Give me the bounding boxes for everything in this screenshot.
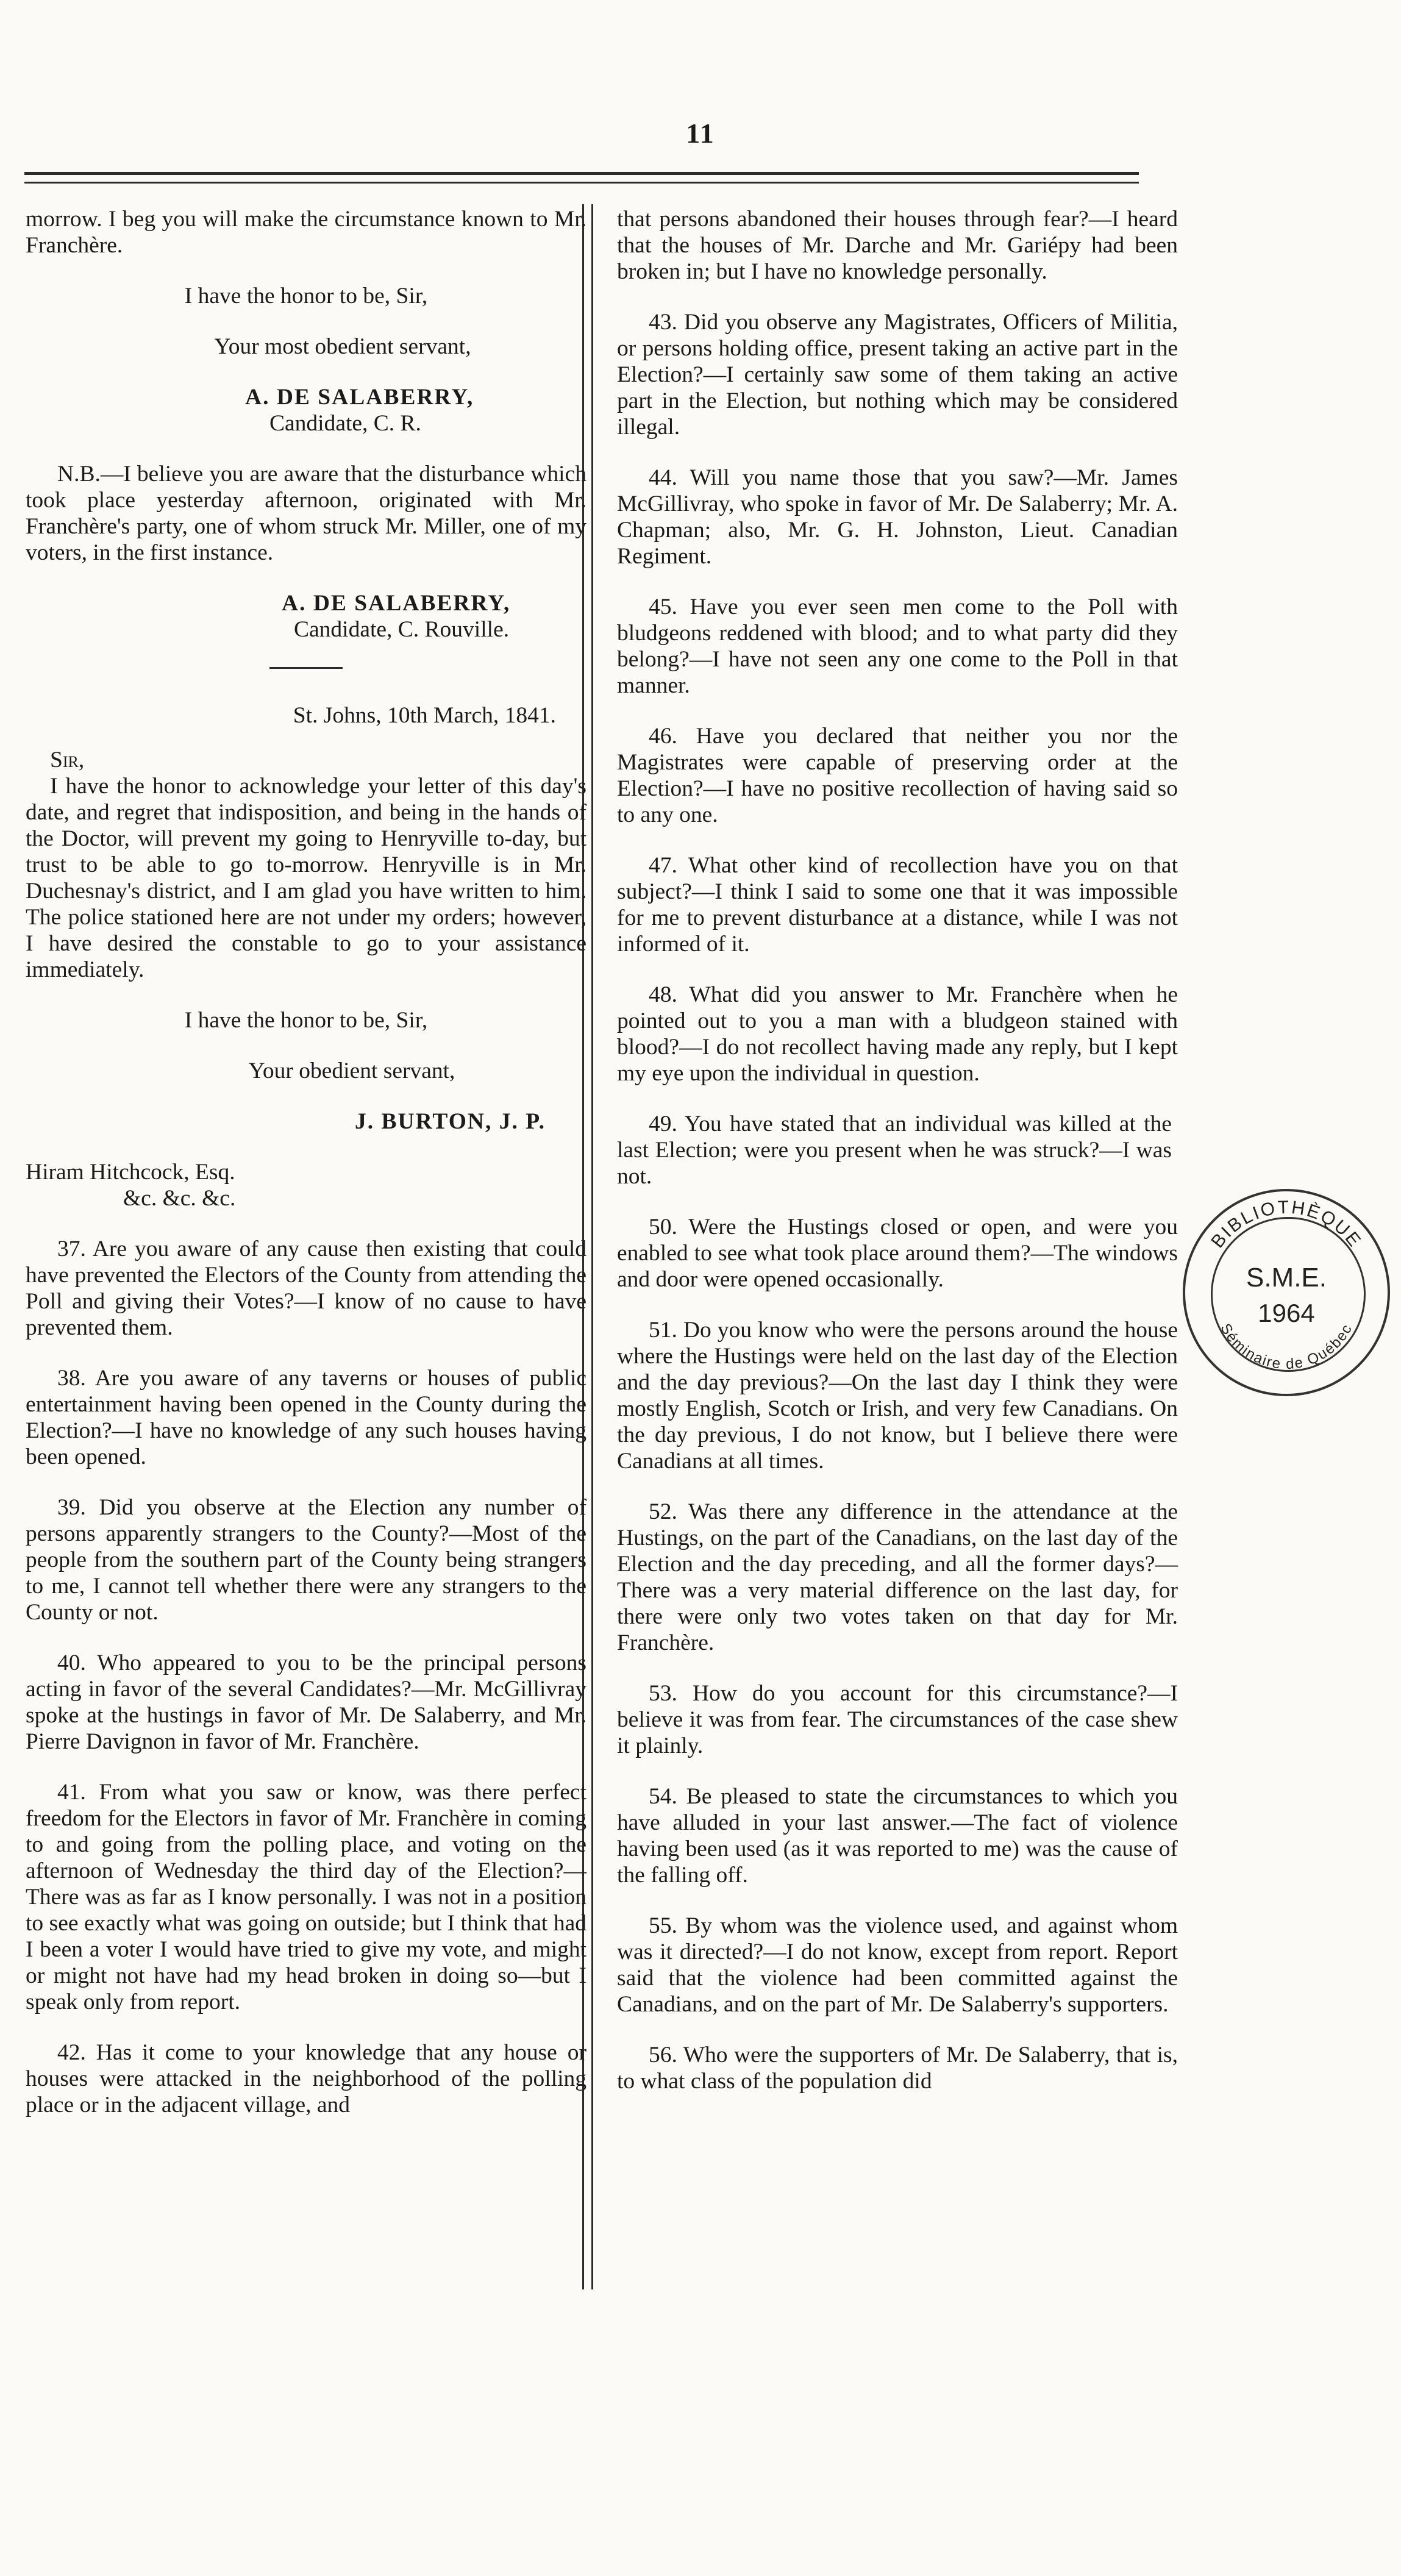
nota-bene: N.B.—I believe you are aware that the disturbance which took place yesterday afternoon, originated with Mr. Franchère's party, one of whom struck Mr. Miller, one of my voters, in the first instance. bbox=[26, 462, 586, 565]
question-46: 46. Have you declared that neither you nor the Magistrates were capable of preserving order at the Election?—I have no positive recollection of having said so to any one. bbox=[617, 724, 1178, 827]
library-stamp bbox=[1183, 1189, 1390, 1396]
continued-text: morrow. I beg you will make the circumstance known to Mr. Franchère. bbox=[26, 207, 586, 258]
stamp-bottom-text: Séminaire de Québec bbox=[1217, 1321, 1356, 1373]
question-38: 38. Are you aware of any taverns or houses of public entertainment having been opened in the County during the Election?—I have no knowledge of any such houses having been opened. bbox=[26, 1366, 586, 1469]
question-39: 39. Did you observe at the Election any number of persons apparently strangers to the County?—Most of the people from the southern part of the County being strangers to me, I cannot tell whether there were any strangers to the County or not. bbox=[26, 1495, 586, 1625]
stamp-graphic bbox=[1183, 1189, 1390, 1396]
addressee-etc: &c. &c. &c. bbox=[123, 1186, 236, 1211]
separator-rule bbox=[269, 667, 343, 669]
closing-line: I have the honor to be, Sir, bbox=[184, 1008, 428, 1033]
question-54: 54. Be pleased to state the circumstances to which you have alluded in your last answer.—The fact of violence having been used (as it was reported to me) was the cause of the falling off. bbox=[617, 1784, 1178, 1888]
signature-name: A. DE SALABERRY, bbox=[245, 385, 474, 410]
question-40: 40. Who appeared to you to be the principal persons acting in favor of the several Candidates?—Mr. McGillivray spoke at the hustings in favor of Mr. De Salaberry, and Mr. Pierre Davignon in favor of Mr. Franchère. bbox=[26, 1650, 586, 1754]
signature-role: Candidate, C. R. bbox=[269, 411, 421, 436]
svg-text:Séminaire de Québec bbox=[1217, 1321, 1356, 1372]
question-45: 45. Have you ever seen men come to the Poll with bludgeons reddened with blood; and to what party did they belong?—I have not seen any one come to the Poll in that manner. bbox=[617, 594, 1178, 698]
letter-date: St. Johns, 10th March, 1841. bbox=[293, 703, 556, 728]
salutation: Sir, bbox=[50, 747, 85, 772]
question-47: 47. What other kind of recollection have you on that subject?—I think I said to some one that it was impossible for me to prevent disturbance at a distance, while I was not informed of it. bbox=[617, 853, 1178, 957]
signature-block bbox=[26, 1108, 586, 1135]
signature-role: Candidate, C. Rouville. bbox=[294, 617, 510, 642]
closing-line: I have the honor to be, Sir, bbox=[184, 284, 428, 309]
signature-name: J. BURTON, J. P. bbox=[355, 1109, 546, 1134]
left-column bbox=[26, 206, 586, 2143]
question-48: 48. What did you answer to Mr. Franchère when he pointed out to you a man with a bludgeon stained with blood?—I do not recollect having made any reply, but I kept my eye upon the individual in question. bbox=[617, 982, 1178, 1086]
question-42: 42. Has it come to your knowledge that any house or houses were attacked in the neighborhood of the polling place or in the adjacent village, and bbox=[26, 2040, 586, 2118]
stamp-center-line2: 1964 bbox=[1258, 1299, 1315, 1327]
svg-text:BIBLIOTHÈQUE bbox=[1207, 1197, 1365, 1252]
closing-line: Your most obedient servant, bbox=[214, 334, 471, 359]
signature-block bbox=[26, 590, 586, 643]
addressee bbox=[26, 1159, 586, 1211]
right-column bbox=[617, 206, 1178, 2119]
closing-line: Your obedient servant, bbox=[248, 1058, 455, 1083]
question-56: 56. Who were the supporters of Mr. De Salaberry, that is, to what class of the population did bbox=[617, 2043, 1178, 2094]
stamp-center-line1: S.M.E. bbox=[1246, 1263, 1327, 1293]
header-rule bbox=[24, 172, 1139, 175]
letter-body: I have the honor to acknowledge your letter of this day's date, and regret that indisposition, and being in the hands of the Doctor, will prevent my going to Henryville to-day, but trust to be able to go to-morrow. Henryville is in Mr. Duchesnay's district, and I am glad you have written to him. The police stationed here are not under my orders; however, I have desired the constable to go to your assistance immediately. bbox=[26, 774, 586, 982]
stamp-top-text: BIBLIOTHÈQUE bbox=[1207, 1197, 1366, 1252]
header-rule-thin bbox=[24, 182, 1139, 184]
signature-name: A. DE SALABERRY, bbox=[282, 591, 511, 616]
question-50: 50. Were the Hustings closed or open, and were you enabled to see what took place around them?—The windows and door were opened occasionally. bbox=[617, 1215, 1178, 1292]
question-41: 41. From what you saw or know, was there perfect freedom for the Electors in favor of Mr. Franchère in coming to and going from the polling place, and voting on the afternoon of Wednesday the third day of the Election?—There was as far as I know personally. I was not in a position to see exactly what was going on outside; but I think that had I been a voter I would have tried to give my vote, and might or might not have had my head broken in doing so—but I speak only from report. bbox=[26, 1780, 586, 2014]
signature-block bbox=[26, 384, 586, 437]
continued-text: that persons abandoned their houses through fear?—I heard that the houses of Mr. Darche and Mr. Gariépy had been broken in; but I have no knowledge personally. bbox=[617, 207, 1178, 284]
question-51: 51. Do you know who were the persons around the house where the Hustings were held on the last day of the Election and the day previous?—On the last day I think they were mostly English, Scotch or Irish, and very few Canadians. On the day previous, I do not know, but I believe there were Canadians at all times. bbox=[617, 1318, 1178, 1474]
question-53: 53. How do you account for this circumstance?—I believe it was from fear. The circumstances of the case shew it plainly. bbox=[617, 1681, 1178, 1758]
question-49: 49. You have stated that an individual was killed at the last Election; were you present when he was struck?—I was not. bbox=[617, 1111, 1172, 1189]
question-55: 55. By whom was the violence used, and against whom was it directed?—I do not know, except from report. Report said that the violence had been committed against the Canadians, and on the part of Mr. De Salaberry's supporters. bbox=[617, 1913, 1178, 2017]
page-number: 11 bbox=[686, 118, 715, 149]
question-43: 43. Did you observe any Magistrates, Officers of Militia, or persons holding office, present taking an active part in the Election?—I certainly saw some of them taking an active part in the Election, but nothing which may be considered illegal. bbox=[617, 310, 1178, 440]
question-44: 44. Will you name those that you saw?—Mr. James McGillivray, who spoke in favor of Mr. De Salaberry; Mr. A. Chapman; also, Mr. G. H. Johnston, Lieut. Canadian Regiment. bbox=[617, 465, 1178, 569]
addressee-name: Hiram Hitchcock, Esq. bbox=[26, 1160, 235, 1185]
question-52: 52. Was there any difference in the attendance at the Hustings, on the part of the Canadians, on the last day of the Election and the day preceding, and all the former days?—There was a very material difference on the last day, for there were only two votes taken on that day for Mr. Franchère. bbox=[617, 1499, 1178, 1655]
question-37: 37. Are you aware of any cause then existing that could have prevented the Electors of the County from attending the Poll and giving their Votes?—I know of no cause to have prevented them. bbox=[26, 1236, 586, 1340]
